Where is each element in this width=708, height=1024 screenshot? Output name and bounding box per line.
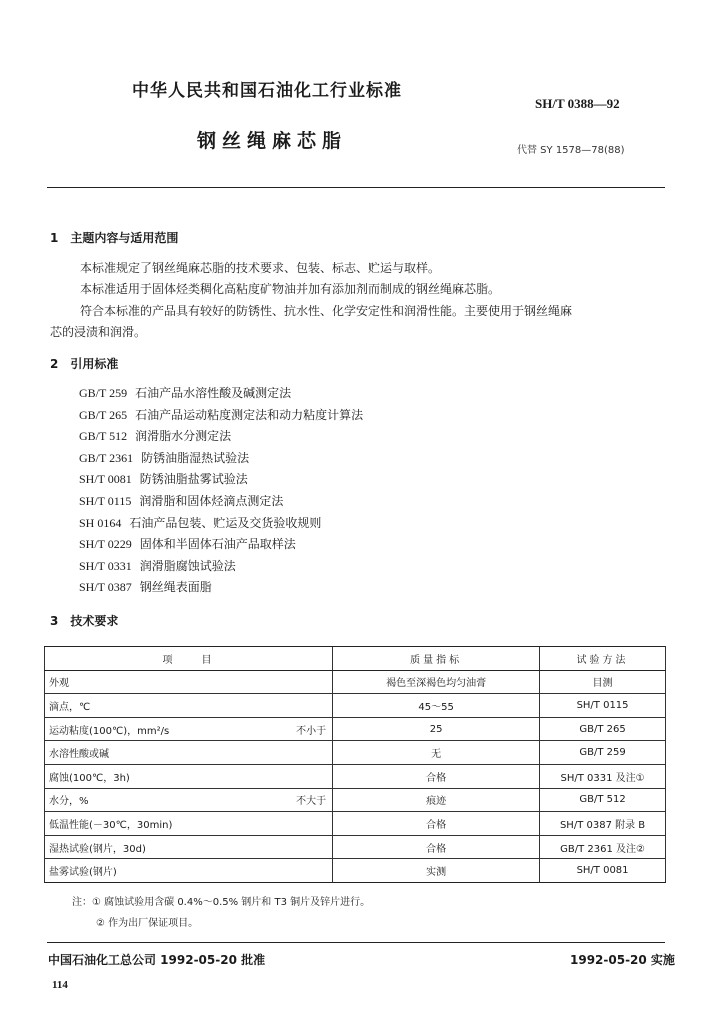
cell-value: 合格 [333,764,540,788]
reference-title: 石油产品运动粘度测定法和动力粘度计算法 [135,407,364,422]
cell-value: 无 [333,741,540,765]
reference-title: 固体和半固体石油产品取样法 [139,537,296,552]
table-row [45,835,666,859]
table-note-1: 注：① 腐蚀试验用含碳 0.4%～0.5% 钢片和 T3 铜片及锌片进行。 [72,897,371,908]
replaces-note: 代替 SY 1578—78(88) [517,145,625,156]
reference-title: 防锈油脂盐雾试验法 [139,472,248,487]
reference-title: 石油产品水溶性酸及碱测定法 [135,386,292,400]
issuing-org: 中华人民共和国石油化工行业标准 [132,81,402,101]
cell-value: 合格 [333,812,540,836]
cell-qualifier [280,812,333,836]
cell-item: 低温性能(－30℃，30min) [45,812,281,836]
cell-value: 合格 [333,835,540,859]
section-3-heading: 3 技术要求 [50,614,119,628]
reference-code: GB/T 2361 [79,450,134,465]
cell-method: SH/T 0115 [540,694,666,718]
cell-qualifier [280,835,333,859]
reference-code: GB/T 512 [79,429,128,444]
reference-title: 润滑脂腐蚀试验法 [139,558,236,573]
cell-value: 实测 [333,859,540,883]
page-title: 钢丝绳麻芯脂 [197,130,348,152]
table-row [45,812,666,836]
reference-code: GB/T 259 [79,386,128,400]
reference-item [79,557,236,574]
cell-method: GB/T 512 [540,788,666,812]
cell-item: 外观 [45,670,281,694]
section-1-para-3: 符合本标准的产品具有较好的防锈性、抗水性、化学安定性和润滑性能。主要使用于钢丝绳麻 [80,304,573,318]
table-row [45,764,666,788]
reference-code: GB/T 265 [79,407,128,422]
table-row [45,670,666,694]
table-note-2: ② 作为出厂保证项目。 [96,918,199,929]
cell-item: 水溶性酸或碱 [45,741,281,765]
cell-item: 运动粘度(100℃)，mm²/s [45,717,281,741]
requirements-table [44,646,666,883]
reference-code: SH/T 0081 [79,472,132,487]
header-item: 项 目 [45,647,333,671]
cell-method: SH/T 0331 及注① [540,764,666,788]
cell-method: GB/T 2361 及注② [540,835,666,859]
reference-item [79,427,231,444]
cell-item: 腐蚀(100℃，3h) [45,764,281,788]
footer-divider [47,942,665,943]
reference-item [79,449,249,466]
cell-item: 水分，% [45,788,281,812]
section-2-heading: 2 引用标准 [50,357,119,371]
reference-code: SH/T 0331 [79,558,132,573]
reference-code: SH/T 0115 [79,494,132,508]
reference-item [79,578,212,595]
cell-qualifier: 不小于 [280,717,333,741]
reference-code: SH/T 0229 [79,537,132,552]
section-1-para-1: 本标准规定了钢丝绳麻芯脂的技术要求、包装、标志、贮运与取样。 [80,261,441,275]
reference-title: 润滑脂水分测定法 [135,429,232,444]
reference-item [79,406,363,423]
cell-qualifier [280,859,333,883]
reference-title: 防锈油脂湿热试验法 [141,450,250,465]
table-row [45,859,666,883]
section-1-heading: 1 主题内容与适用范围 [50,231,179,245]
cell-method: SH/T 0387 附录 B [540,812,666,836]
header-method: 试验方法 [540,647,666,671]
section-1-para-2: 本标准适用于固体烃类稠化高粘度矿物油并加有添加剂而制成的钢丝绳麻芯脂。 [80,282,501,296]
table-row [45,694,666,718]
cell-qualifier: 不大于 [280,788,333,812]
cell-value: 褐色至深褐色均匀油膏 [333,670,540,694]
implementation-line: 1992-05-20 实施 [570,953,675,967]
cell-value: 45～55 [333,694,540,718]
cell-item: 滴点，℃ [45,694,281,718]
cell-qualifier [280,741,333,765]
reference-code: SH/T 0387 [79,580,132,595]
reference-title: 润滑脂和固体烃滴点测定法 [139,494,284,508]
cell-qualifier [280,670,333,694]
cell-qualifier [280,694,333,718]
table-row [45,788,666,812]
standard-number: SH/T 0388—92 [535,96,620,111]
reference-item [79,535,296,552]
cell-method: GB/T 265 [540,717,666,741]
reference-item [79,492,283,509]
table-header-row [45,647,666,671]
cell-item: 湿热试验(钢片，30d) [45,835,281,859]
header-quality: 质量指标 [333,647,540,671]
cell-method: 目测 [540,670,666,694]
cell-value: 痕迹 [333,788,540,812]
page-number: 114 [52,979,68,991]
reference-code: SH 0164 [79,515,122,530]
reference-title: 石油产品包装、贮运及交货验收规则 [129,515,322,530]
reference-item [79,384,291,401]
reference-item [79,514,321,531]
table-row [45,717,666,741]
cell-value: 25 [333,717,540,741]
table-row [45,741,666,765]
cell-item: 盐雾试验(钢片) [45,859,281,883]
section-1-para-3-cont: 芯的浸渍和润滑。 [50,325,147,339]
reference-item [79,470,248,487]
cell-method: SH/T 0081 [540,859,666,883]
approval-line: 中国石油化工总公司 1992-05-20 批准 [48,953,266,967]
header-divider [47,187,665,188]
cell-qualifier [280,764,333,788]
reference-title: 钢丝绳表面脂 [139,580,212,595]
cell-method: GB/T 259 [540,741,666,765]
